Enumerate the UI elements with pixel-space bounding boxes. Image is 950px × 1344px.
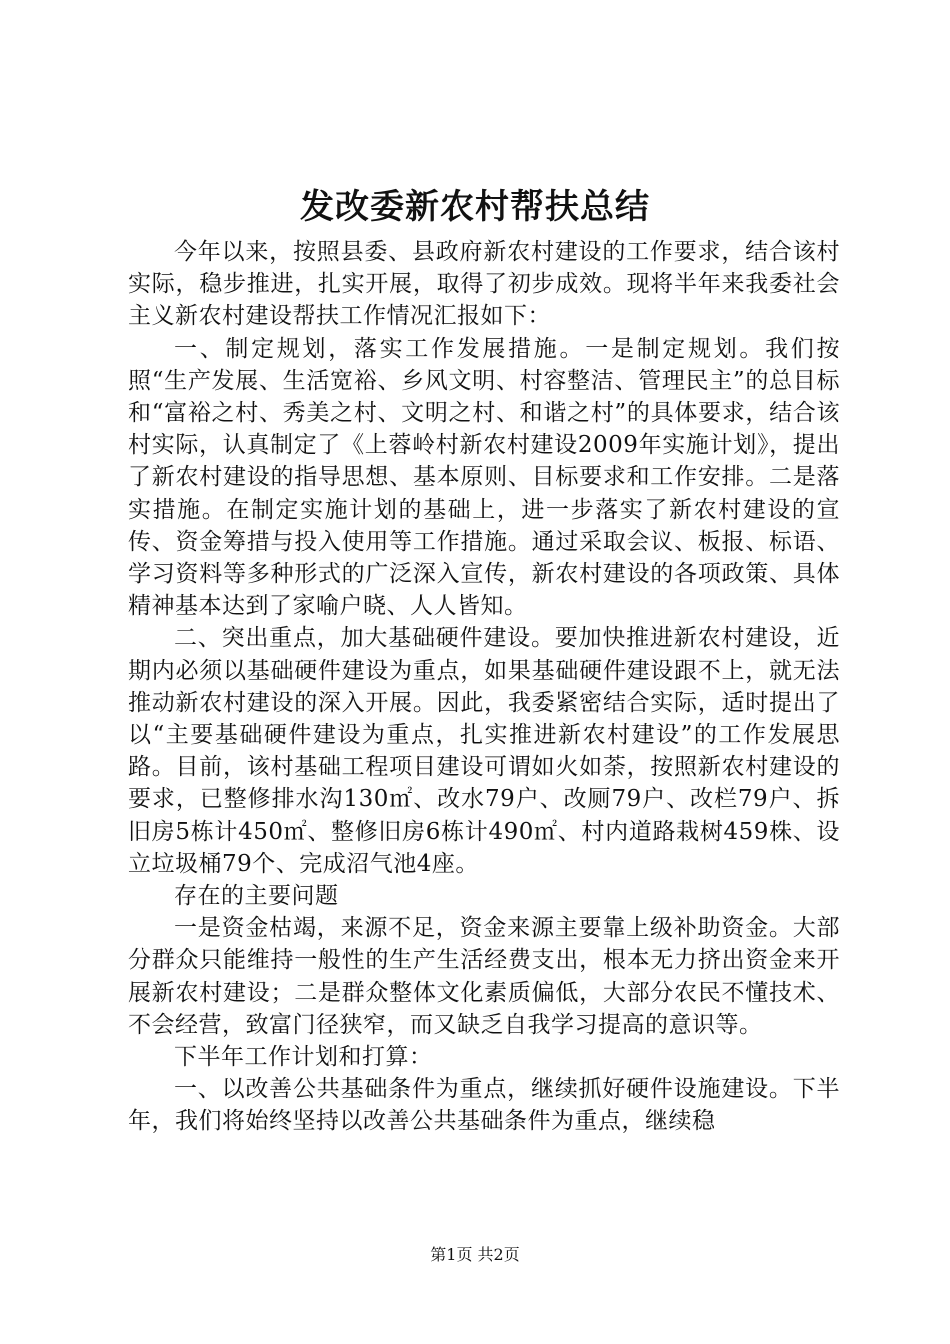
- document-body: [128, 236, 840, 1138]
- paragraph-plan: 一、以改善公共基础条件为重点，继续抓好硬件设施建设。下半年，我们将始终坚持以改善公共基础条件为重点，继续稳: [128, 1076, 840, 1135]
- paragraph-infrastructure: 二、突出重点，加大基础硬件建设。要加快推进新农村建设，近期内必须以基础硬件建设为重点，如果基础硬件建设跟不上，就无法推动新农村建设的深入开展。因此，我委紧密结合实际，适时提出了以“主要基础硬件建设为重点，扎实推进新农村建设”的工作发展思路。目前，该村基础工程项目建设可谓如火如荼，按照新农村建设的要求，已整修排水沟130㎡、改水79户、改厕79户、改栏79户、拆旧房5栋计450㎡、整修旧房6栋计490㎡、村内道路栽树459株、设立垃圾桶79个、完成沼气池4座。: [128, 625, 840, 877]
- section-heading-plan: 下半年工作计划和打算：: [174, 1044, 433, 1071]
- paragraph-problems: 一是资金枯竭，来源不足，资金来源主要靠上级补助资金。大部分群众只能维持一般性的生产生活经费支出，根本无力挤出资金来开展新农村建设；二是群众整体文化素质偏低，大部分农民不懂技术、不会经营，致富门径狭窄，而又缺乏自我学习提高的意识等。: [128, 915, 840, 1038]
- section-heading-problems: 存在的主要问题: [174, 883, 339, 910]
- paragraph-intro: 今年以来，按照县委、县政府新农村建设的工作要求，结合该村实际，稳步推进，扎实开展，取得了初步成效。现将半年来我委社会主义新农村建设帮扶工作情况汇报如下：: [128, 239, 840, 330]
- paragraph-planning: 一、制定规划，落实工作发展措施。一是制定规划。我们按照“生产发展、生活宽裕、乡风文明、村容整洁、管理民主”的总目标和“富裕之村、秀美之村、文明之村、和谐之村”的具体要求，结合该村实际，认真制定了《上蓉岭村新农村建设2009年实施计划》，提出了新农村建设的指导思想、基本原则、目标要求和工作安排。二是落实措施。在制定实施计划的基础上，进一步落实了新农村建设的宣传、资金筹措与投入使用等工作措施。通过采取会议、板报、标语、学习资料等多种形式的广泛深入宣传，新农村建设的各项政策、具体精神基本达到了家喻户晓、人人皆知。: [128, 335, 840, 620]
- document-title: 发改委新农村帮扶总结: [300, 187, 650, 227]
- page-footer: 第1页 共2页: [430, 1245, 520, 1264]
